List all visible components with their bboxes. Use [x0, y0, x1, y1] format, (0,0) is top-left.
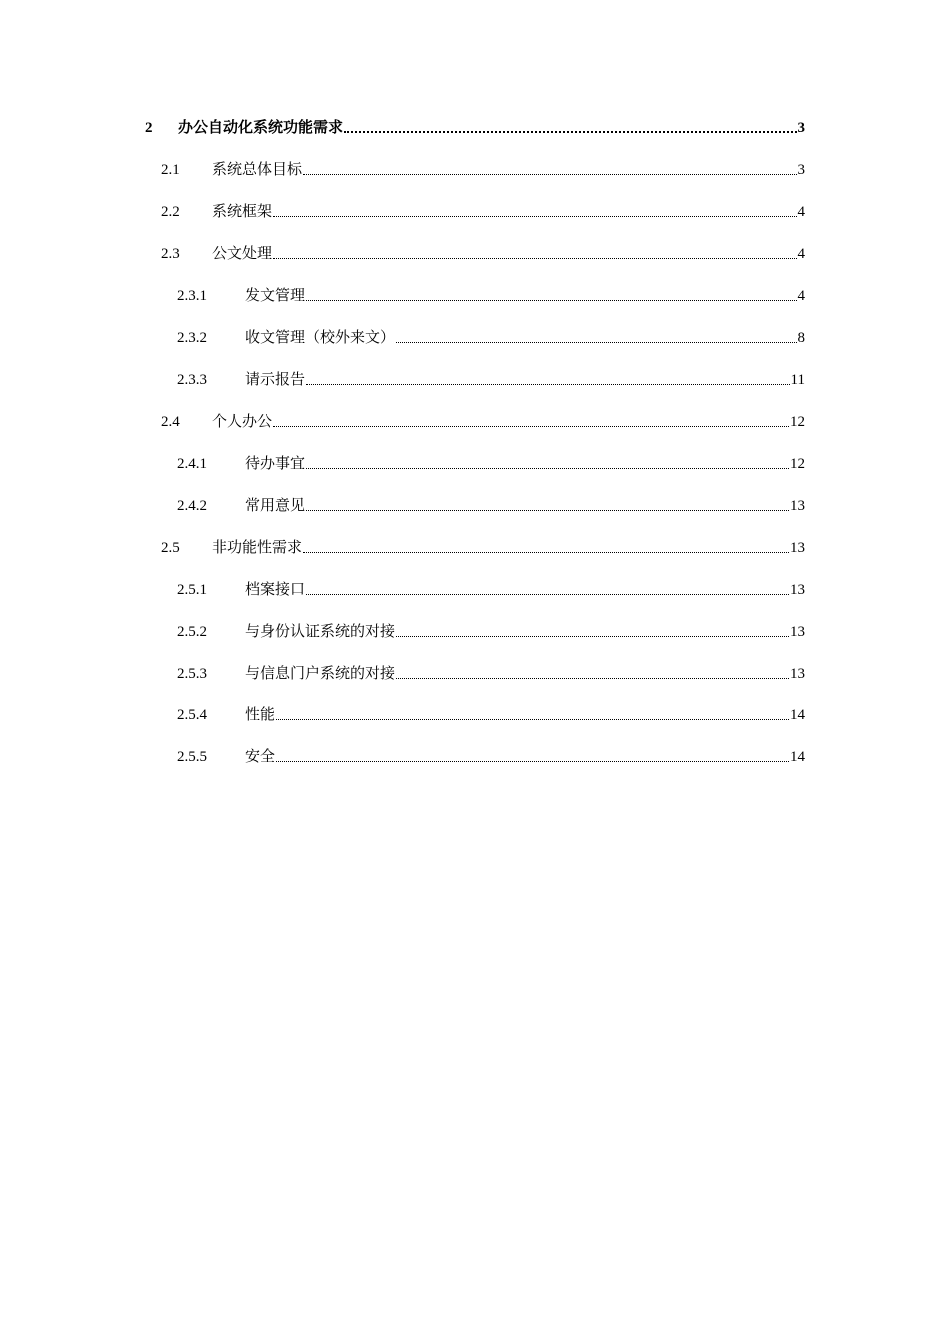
toc-entry-title: 档案接口 [245, 582, 306, 598]
toc-entry-2-4[interactable] [161, 409, 805, 431]
toc-entry-page: 14 [790, 707, 805, 723]
toc-entry-title: 与信息门户系统的对接 [245, 666, 396, 682]
toc-dot-leader [306, 300, 796, 301]
toc-entry-title: 常用意见 [245, 498, 306, 514]
toc-entry-2-1[interactable] [161, 157, 805, 179]
toc-entry-2-4-1[interactable] [177, 451, 805, 473]
toc-entry-page: 4 [797, 246, 805, 262]
toc-entry-title: 性能 [245, 707, 276, 723]
toc-entry-2-5-3[interactable] [177, 661, 805, 683]
toc-entry-page: 12 [790, 456, 805, 472]
toc-entry-page: 13 [790, 582, 805, 598]
toc-entry-page: 13 [790, 666, 805, 682]
toc-entry-title: 安全 [245, 749, 276, 765]
toc-entry-title: 收文管理（校外来文） [245, 330, 396, 346]
toc-dot-leader [306, 384, 790, 385]
toc-entry-page: 8 [797, 330, 805, 346]
toc-entry-title: 待办事宜 [245, 456, 306, 472]
toc-entry-page: 12 [790, 414, 805, 430]
toc-entry-number: 2.5.5 [177, 749, 207, 765]
toc-entry-2-2[interactable] [161, 199, 805, 221]
toc-entry-2-5-5[interactable] [177, 744, 805, 766]
toc-dot-leader [273, 216, 796, 217]
toc-dot-leader [396, 678, 789, 679]
toc-entry-2-3-1[interactable] [177, 283, 805, 305]
toc-entry-2-3-2[interactable] [177, 325, 805, 347]
toc-entry-title: 发文管理 [245, 288, 306, 304]
toc-entry-page: 4 [797, 288, 805, 304]
toc-dot-leader [396, 636, 789, 637]
toc-dot-leader [306, 594, 789, 595]
toc-dot-leader [303, 174, 796, 175]
toc-entry-number: 2.3.2 [177, 330, 207, 346]
toc-entry-2-5[interactable] [161, 535, 805, 557]
toc-entry-number: 2.4 [161, 414, 180, 430]
toc-entry-page: 3 [797, 162, 805, 178]
toc-entry-title: 系统总体目标 [212, 162, 303, 178]
toc-entry-number: 2.5 [161, 540, 180, 556]
toc-entry-page: 3 [797, 120, 805, 136]
toc-dot-leader [273, 426, 789, 427]
toc-entry-page: 4 [797, 204, 805, 220]
toc-entry-2-3-3[interactable] [177, 367, 805, 389]
toc-entry-page: 11 [790, 372, 805, 388]
toc-entry-number: 2 [145, 120, 153, 136]
toc-entry-title: 公文处理 [212, 246, 273, 262]
toc-dot-leader [303, 552, 789, 553]
toc-entry-title: 系统框架 [212, 204, 273, 220]
toc-entry-page: 13 [790, 498, 805, 514]
toc-entry-number: 2.3.3 [177, 372, 207, 388]
toc-dot-leader [306, 510, 789, 511]
toc-dot-leader [273, 258, 796, 259]
toc-entry-title: 请示报告 [245, 372, 306, 388]
toc-entry-number: 2.4.2 [177, 498, 207, 514]
toc-entry-number: 2.5.2 [177, 624, 207, 640]
toc-entry-2-5-1[interactable] [177, 577, 805, 599]
toc-entry-2-4-2[interactable] [177, 493, 805, 515]
toc-entry-page: 13 [790, 540, 805, 556]
toc-entry-2-5-4[interactable] [177, 702, 805, 724]
toc-dot-leader [344, 131, 796, 133]
toc-entry-title: 办公自动化系统功能需求 [178, 120, 344, 136]
toc-entry-title: 非功能性需求 [212, 540, 303, 556]
toc-entry-number: 2.5.1 [177, 582, 207, 598]
toc-dot-leader [396, 342, 796, 343]
toc-entry-2-3[interactable] [161, 241, 805, 263]
toc-entry-number: 2.5.3 [177, 666, 207, 682]
toc-entry-number: 2.3.1 [177, 288, 207, 304]
toc-entry-2-5-2[interactable] [177, 619, 805, 641]
toc-entry-page: 13 [790, 624, 805, 640]
toc-dot-leader [276, 761, 789, 762]
toc-entry-number: 2.4.1 [177, 456, 207, 472]
toc-entry-number: 2.3 [161, 246, 180, 262]
toc-entry-number: 2.1 [161, 162, 180, 178]
toc-entry-title: 个人办公 [212, 414, 273, 430]
toc-dot-leader [306, 468, 789, 469]
toc-entry-number: 2.2 [161, 204, 180, 220]
toc-dot-leader [276, 719, 789, 720]
toc-entry-number: 2.5.4 [177, 707, 207, 723]
toc-entry-title: 与身份认证系统的对接 [245, 624, 396, 640]
toc-entry-2[interactable] [145, 115, 805, 137]
toc-entry-page: 14 [790, 749, 805, 765]
